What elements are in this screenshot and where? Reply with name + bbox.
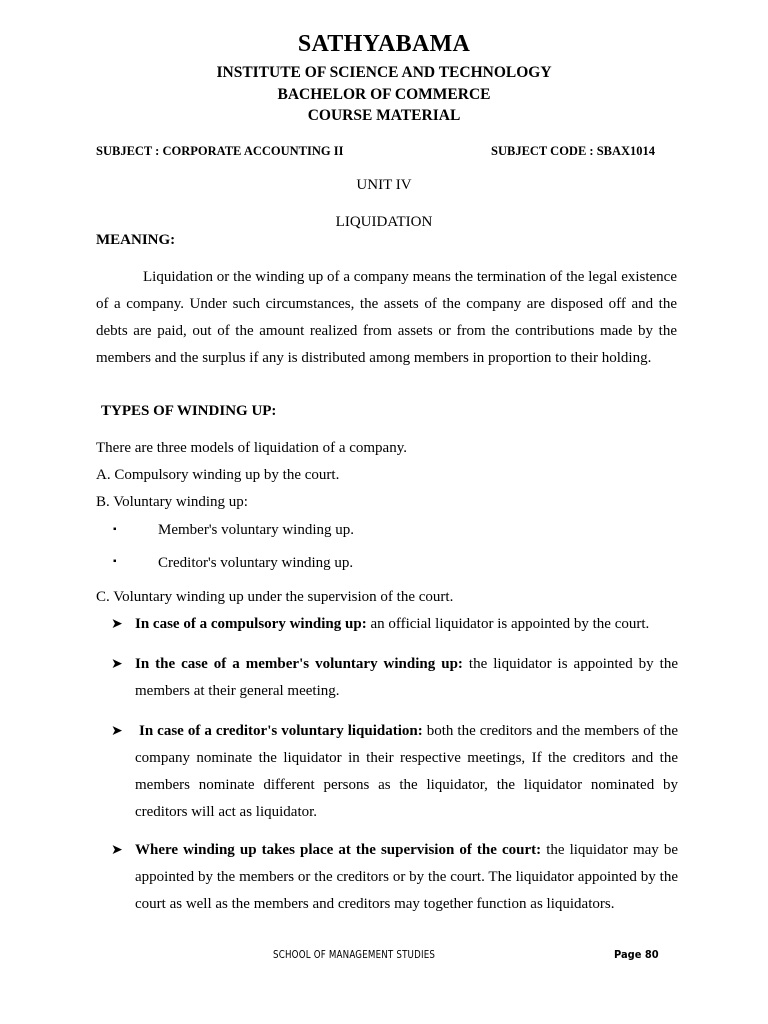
meaning-heading: MEANING: (96, 232, 176, 248)
point-compulsory (135, 611, 678, 638)
square-bullet-icon: ▪ (113, 556, 117, 567)
list-item: Member's voluntary winding up. (158, 522, 355, 538)
point-text: an official liquidator is appointed by the court. (366, 616, 650, 632)
point-lead: In the case of a member's voluntary winding up: (135, 656, 463, 672)
type-b: B. Voluntary winding up: (96, 494, 248, 510)
arrow-bullet-icon: ➤ (111, 842, 123, 858)
point-text: the liquidator may be appointed by the members or the creditors or by the court. The liquidator appointed by the court as well as the members and creditors may together function as liquidators. (135, 842, 678, 912)
arrow-bullet-icon: ➤ (111, 616, 123, 632)
page-number: Page 80 (614, 948, 659, 961)
point-text: the liquidator is appointed by the members at their general meeting. (135, 656, 678, 699)
meaning-paragraph: Liquidation or the winding up of a company means the termination of the legal existence of a company. Under such circumstances, the assets of the company are disposed off and the debts are paid, out of the amount realized from assets or from the contributions made by the members and the surplus if any is distributed among members in proportion to their holding. (96, 269, 677, 366)
subject-code: SUBJECT CODE : SBAX1014 (491, 144, 656, 158)
program-name: BACHELOR OF COMMERCE (277, 86, 491, 103)
footer-school: SCHOOL OF MANAGEMENT STUDIES (273, 949, 436, 961)
types-heading: TYPES OF WINDING UP: (101, 403, 277, 419)
subject-label: SUBJECT : CORPORATE ACCOUNTING II (96, 144, 344, 158)
material-label: COURSE MATERIAL (307, 107, 461, 124)
point-creditors-voluntary (135, 718, 678, 826)
list-item: Creditor's voluntary winding up. (158, 555, 354, 571)
unit-heading: UNIT IV (356, 177, 412, 193)
institute-name: INSTITUTE OF SCIENCE AND TECHNOLOGY (216, 64, 552, 81)
types-intro: There are three models of liquidation of a company. (96, 440, 407, 456)
document-title: SATHYABAMA (297, 31, 471, 57)
topic-heading: LIQUIDATION (335, 214, 433, 230)
point-text: both the creditors and the members of the company nominate the liquidator in their respective meetings, If the creditors and the members nominate different persons as the liquidator, the liquidator nominated by creditors will act as liquidator. (135, 723, 678, 820)
arrow-bullet-icon: ➤ (111, 656, 123, 672)
point-members-voluntary (135, 651, 678, 705)
point-court-supervision (135, 837, 678, 918)
type-c: C. Voluntary winding up under the supervision of the court. (96, 589, 454, 605)
type-a: A. Compulsory winding up by the court. (96, 467, 340, 483)
point-lead: Where winding up takes place at the supervision of the court: (135, 842, 542, 858)
square-bullet-icon: ▪ (113, 524, 117, 535)
point-lead: In case of a creditor's voluntary liquidation: (139, 723, 423, 739)
arrow-bullet-icon: ➤ (111, 723, 123, 739)
point-lead: In case of a compulsory winding up: (135, 616, 367, 632)
